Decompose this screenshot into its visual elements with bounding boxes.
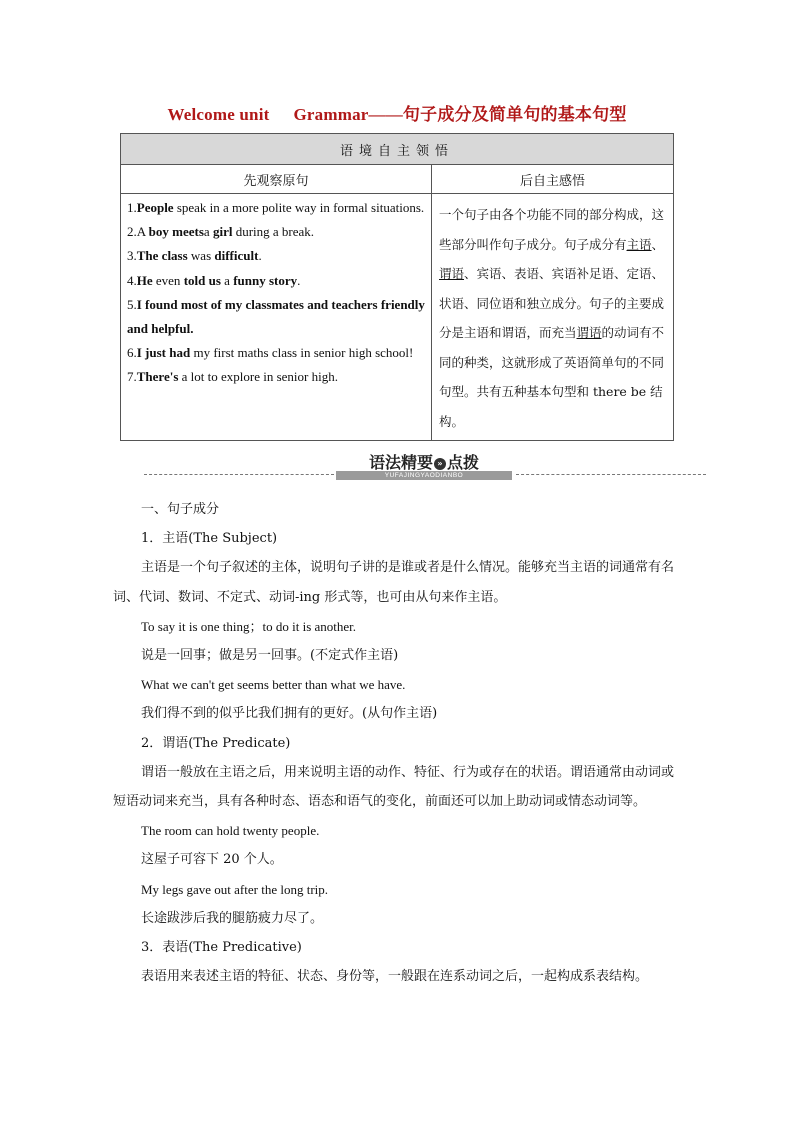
example-sentence-1: 1.People speak in a more polite way in formal situations. <box>127 200 425 215</box>
title-topic: Grammar——句子成分及简单句的基本句型 <box>293 105 627 124</box>
example-sentence-7: 7.There's a lot to explore in senior high. <box>127 369 338 385</box>
paragraph-predicate: 谓语一般放在主语之后，用来说明主语的动作、特征、行为或存在的状语。谓语通常由动词或短语动词来充当，具有各种时态、语态和语气的变化，前面还可以加上助动词或情态动词等。 <box>113 764 675 810</box>
example-en-2: What we can't get seems better than what we have. <box>141 677 406 693</box>
example-en-1: To say it is one thing；to do it is another. <box>141 618 357 634</box>
paragraph-subject: 主语是一个句子叙述的主体，说明句子讲的是谁或者是什么情况。能够充当主语的词通常有名词、代词、数词、不定式、动词-ing 形式等，也可由从句来作主语。 <box>113 560 675 605</box>
page-title <box>0 100 794 125</box>
example-cn-3: 这屋子可容下 20 个人。 <box>141 852 283 868</box>
summary-text: 一个句子由各个功能不同的部分构成，这些部分叫作句子成分。句子成分有主语、谓语、宾语、表语、宾语补足语、定语、状语、同位语和独立成分。句子的主要成分是主语和谓语，而充当谓语的动词有不同的种类，这就形成了英语简单句的不同句型。共有五种基本句型和 there be 结构。 <box>432 194 674 441</box>
example-sentence-3: 3.The class was difficult. <box>127 248 262 264</box>
example-sentence-5: 5.I found most of my classmates and teachers friendly and helpful. <box>127 296 425 337</box>
underlined-predicate-2: 谓语 <box>576 325 602 340</box>
example-cn-2: 我们得不到的似乎比我们拥有的更好。(从句作主语) <box>141 706 438 722</box>
banner-divider-left <box>144 474 334 475</box>
subheading-predicate: 2．谓语(The Predicate) <box>141 735 291 751</box>
context-table <box>120 133 674 441</box>
subheading-predicative: 3．表语(The Predicative) <box>141 940 302 956</box>
column-header-left: 先观察原句 <box>121 165 432 194</box>
underlined-predicate: 谓语 <box>439 266 465 281</box>
example-sentence-6: 6.I just had my first maths class in senior high school! <box>127 345 414 361</box>
banner-pinyin: YUFAJINGYAODIANBO <box>336 471 512 480</box>
example-en-3: The room can hold twenty people. <box>141 823 320 839</box>
example-en-4: My legs gave out after the long trip. <box>141 881 329 897</box>
example-cn-4: 长途跋涉后我的腿筋疲力尽了。 <box>141 910 324 926</box>
example-sentence-2: 2.A boy meetsa girl during a break. <box>127 224 315 240</box>
grammar-content <box>113 495 685 991</box>
underlined-subject: 主语 <box>626 236 652 252</box>
table-header: 语境自主领悟 <box>121 134 674 165</box>
section-heading: 一、句子成分 <box>141 502 220 517</box>
banner-divider-right <box>516 474 706 475</box>
example-cn-1: 说是一回事；做是另一回事。(不定式作主语) <box>141 648 399 664</box>
title-unit: Welcome unit <box>167 105 270 124</box>
example-sentence-4: 4.He even told us a funny story. <box>127 272 301 288</box>
banner-title: 语法精要 » 点拨 <box>368 453 480 472</box>
section-banner <box>144 452 706 482</box>
subheading-subject: 1．主语(The Subject) <box>141 531 278 547</box>
double-arrow-icon: » <box>434 458 446 470</box>
example-sentences <box>121 194 432 441</box>
column-header-right: 后自主感悟 <box>432 165 674 194</box>
paragraph-predicative: 表语用来表述主语的特征、状态、身份等，一般跟在连系动词之后，一起构成系表结构。 <box>141 969 649 985</box>
